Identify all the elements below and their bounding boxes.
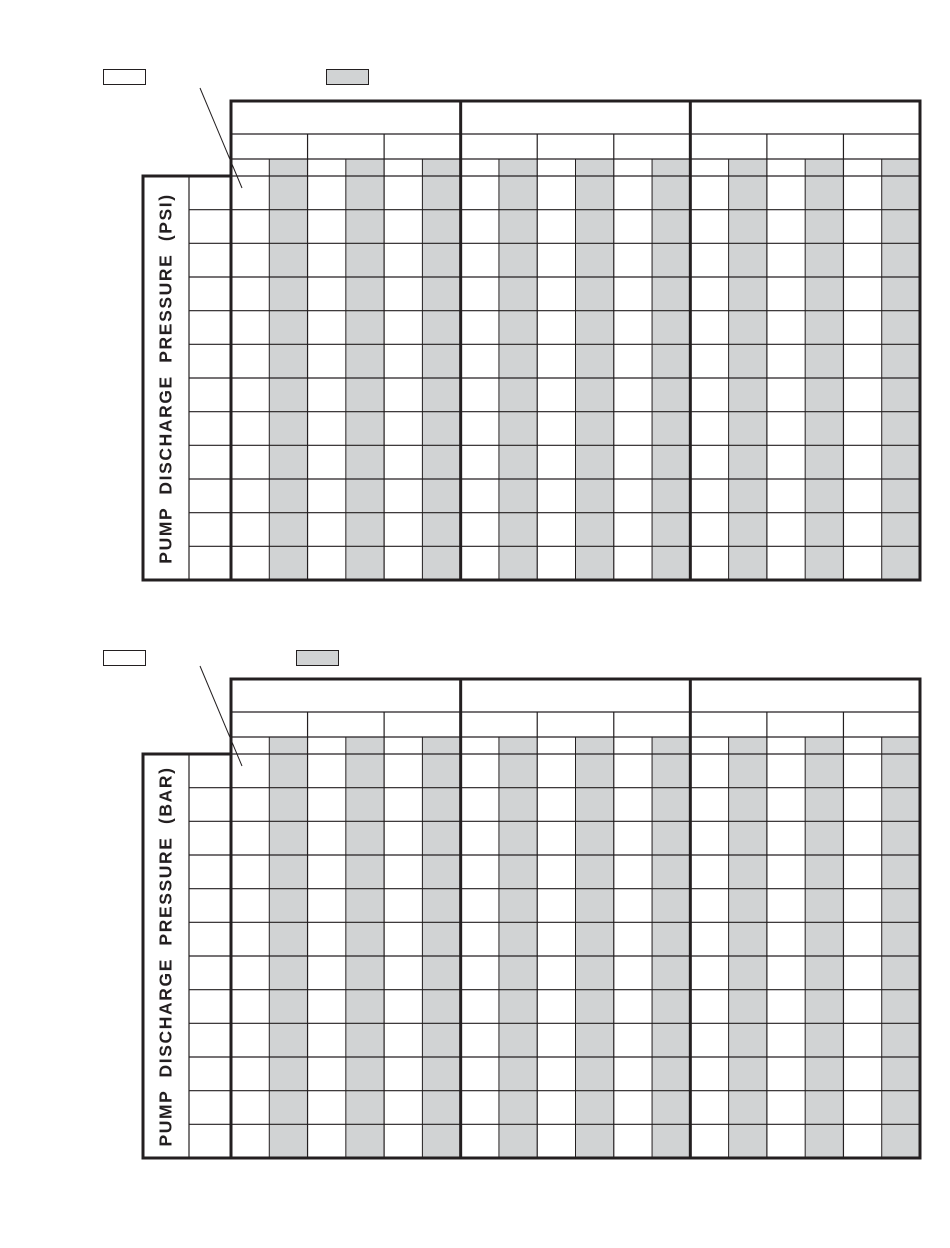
bar-shaded-column xyxy=(422,737,460,1158)
bar-diagonal-indicator xyxy=(200,666,242,766)
bar-shaded-column xyxy=(805,737,843,1158)
bar-axis-label: PUMP DISCHARGE PRESSURE (BAR) xyxy=(155,765,176,1147)
bar-shaded-column xyxy=(499,737,537,1158)
bar-shaded-column xyxy=(346,737,384,1158)
psi-axis-label: PUMP DISCHARGE PRESSURE (PSI) xyxy=(155,192,176,564)
bar-shaded-column xyxy=(652,737,690,1158)
bar-shaded-column xyxy=(576,737,614,1158)
bar-shaded-column xyxy=(269,737,307,1158)
bar-shaded-column xyxy=(882,737,920,1158)
bar-shaded-column xyxy=(729,737,767,1158)
bar-axis-label-box xyxy=(143,754,189,1158)
